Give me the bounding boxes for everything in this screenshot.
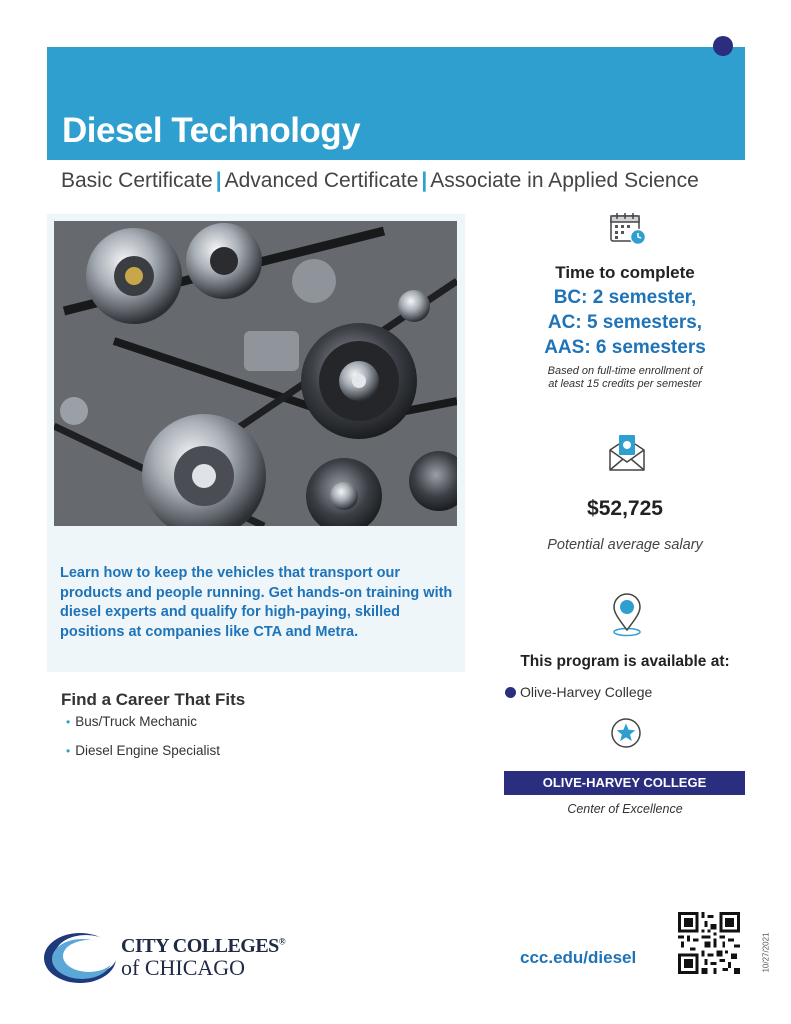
location-label: Olive-Harvey College [520, 684, 653, 700]
center-of-excellence-college: OLIVE-HARVEY COLLEGE [504, 771, 745, 795]
program-description: Learn how to keep the vehicles that transport our products and people running. Get hands-on training with diesel experts and qualify for high-paying, skilled positions at companies like CTA and Metra. [60, 565, 453, 640]
banner-dot [713, 36, 733, 56]
time-line-bc: BC: 2 semester, [553, 287, 697, 308]
center-of-excellence-label: Center of Excellence [567, 802, 683, 816]
website-link[interactable]: ccc.edu/diesel [520, 948, 637, 967]
logo-name: CITY COLLEGES [121, 935, 279, 957]
time-note-line2: at least 15 credits per semester [548, 378, 702, 390]
location-bullet-icon [505, 687, 516, 698]
print-date: 10/27/2021 [761, 932, 771, 973]
credential-separator: | [421, 169, 428, 192]
envelope-money-icon [607, 433, 647, 478]
calendar-clock-icon [609, 212, 647, 251]
credentials-line [61, 169, 699, 193]
list-item [66, 743, 220, 758]
salary-value: $52,725 [587, 497, 663, 520]
career-item-label: Diesel Engine Specialist [75, 743, 221, 758]
star-icon [610, 717, 642, 754]
time-line-ac: AC: 5 semesters, [547, 312, 703, 333]
time-heading: Time to complete [555, 263, 695, 282]
qr-code [678, 912, 740, 974]
location-pin-icon [611, 593, 643, 642]
list-item [66, 714, 197, 729]
bullet-icon: • [66, 715, 71, 729]
registered-mark: ® [278, 936, 286, 947]
engine-photo [54, 221, 457, 526]
list-item [505, 684, 652, 700]
careers-heading: Find a Career That Fits [61, 690, 246, 709]
credential-basic: Basic Certificate [61, 169, 213, 192]
time-note-line1: Based on full-time enrollment of [547, 365, 703, 377]
time-line-aas: AAS: 6 semesters [544, 337, 706, 358]
credential-separator: | [215, 169, 222, 192]
availability-heading: This program is available at: [520, 653, 730, 670]
page-title: Diesel Technology [62, 111, 361, 150]
career-item-label: Bus/Truck Mechanic [75, 714, 197, 729]
salary-label: Potential average salary [547, 537, 703, 553]
time-note [505, 365, 745, 391]
credential-advanced: Advanced Certificate [224, 169, 419, 192]
credential-aas: Associate in Applied Science [430, 169, 699, 192]
logo-text-line2: of CHICAGO [121, 955, 246, 980]
bullet-icon: • [66, 744, 71, 758]
